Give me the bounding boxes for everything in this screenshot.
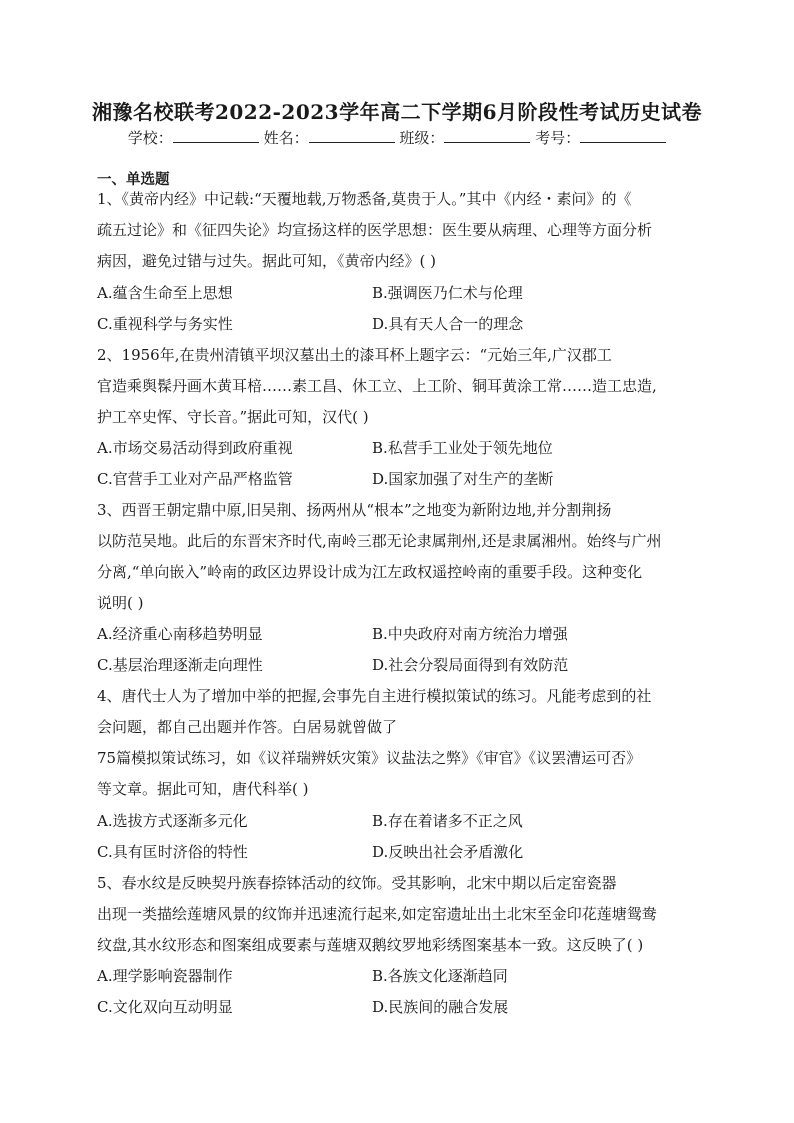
name-label: 姓名： [263, 129, 309, 147]
question-5-option-d: D.民族间的融合发展 [372, 998, 509, 1016]
question-3-line-2: 以防范吴地。此后的东晋宋齐时代,南岭三郡无论隶属荆州,还是隶属湘州。始终与广州 [97, 532, 662, 550]
question-3-line-3: 分离,“单向嵌入”岭南的政区边界设计成为江左政权遥控岭南的重要手段。这种变化 [97, 563, 643, 581]
question-2-line-2: 官造乘舆髹丹画木黄耳棓……素工昌、休工立、上工阶、铜耳黄涂工常……造工忠造, [97, 377, 657, 395]
question-1-option-d: D.具有天人合一的理念 [372, 315, 524, 333]
question-1-line-2: 疏五过论》和《征四失论》均宣扬这样的医学思想：医生要从病理、心理等方面分析 [97, 221, 653, 239]
question-1-option-c: C.重视科学与务实性 [97, 315, 233, 333]
question-1-option-b: B.强调医乃仁术与伦理 [372, 284, 523, 302]
question-4-option-b: B.存在着诸多不正之风 [372, 812, 523, 830]
question-3-line-1: 3、西晋王朝定鼎中原,旧吴荆、扬两州从“根本”之地变为新附边地,并分割荆扬 [97, 501, 612, 519]
question-4-line-4: 等文章。据此可知，唐代科举( ) [97, 780, 309, 798]
question-2-option-c: C.官营手工业对产品严格监管 [97, 470, 293, 488]
question-4-option-a: A.选拔方式逐渐多元化 [97, 812, 248, 830]
question-1-option-a: A.蕴含生命至上思想 [97, 284, 233, 302]
question-5-line-3: 纹盘,其水纹形态和图案组成要素与莲塘双鹅纹罗地彩绣图案基本一致。这反映了( ) [97, 936, 644, 954]
question-1-line-3: 病因，避免过错与过失。据此可知，《黄帝内经》( ) [97, 252, 436, 270]
question-3-line-4: 说明( ) [97, 594, 144, 612]
question-4-line-1: 4、唐代士人为了增加中举的把握,会事先自主进行模拟策试的练习。凡能考虑到的社 [97, 687, 652, 705]
class-label: 班级： [399, 129, 445, 147]
question-2-line-3: 护工卒史恽、守长音。”据此可知，汉代( ) [97, 408, 369, 426]
question-4-option-c: C.具有匡时济俗的特性 [97, 843, 248, 861]
name-blank [309, 128, 395, 143]
exam-number-blank [580, 128, 666, 143]
question-4-option-d: D.反映出社会矛盾激化 [372, 843, 524, 861]
school-label: 学校： [127, 129, 173, 147]
school-blank [173, 128, 259, 143]
question-2-line-1: 2、1956年,在贵州清镇平坝汉墓出土的漆耳杯上题字云：“元始三年,广汉郡工 [97, 346, 612, 364]
question-5-option-b: B.各族文化逐渐趋同 [372, 967, 508, 985]
exam-number-label: 考号： [535, 129, 581, 147]
question-4-line-2: 会问题，都自己出题并作答。白居易就曾做了 [97, 718, 398, 736]
question-5-line-1: 5、春水纹是反映契丹族春捺钵活动的纹饰。受其影响，北宋中期以后定窑瓷器 [97, 874, 617, 892]
question-2-option-a: A.市场交易活动得到政府重视 [97, 439, 293, 457]
question-2-option-b: B.私营手工业处于领先地位 [372, 439, 553, 457]
question-5-option-c: C.文化双向互动明显 [97, 998, 233, 1016]
student-info-row [0, 127, 794, 148]
question-5-line-2: 出现一类描绘莲塘风景的纹饰并迅速流行起来,如定窑遗址出土北宋至金印花莲塘鸳鸯 [97, 905, 657, 923]
exam-title: 湘豫名校联考2022-2023学年高二下学期6月阶段性考试历史试卷 [91, 100, 703, 124]
question-3-option-d: D.社会分裂局面得到有效防范 [372, 656, 569, 674]
question-1-line-1: 1、《黄帝内经》中记载:“天覆地载,万物悉备,莫贵于人。”其中《内经・素问》的《 [97, 190, 632, 208]
question-2-option-d: D.国家加强了对生产的垄断 [372, 470, 554, 488]
question-3-option-a: A.经济重心南移趋势明显 [97, 625, 263, 643]
question-3-option-b: B.中央政府对南方统治力增强 [372, 625, 568, 643]
question-5-option-a: A.理学影响瓷器制作 [97, 967, 233, 985]
section-heading: 一、单选题 [97, 171, 170, 188]
question-4-line-3: 75篇模拟策试练习，如《议祥瑞辨妖灾策》议盐法之弊》《审官》《议罢漕运可否》 [97, 749, 642, 767]
class-blank [444, 128, 530, 143]
question-3-option-c: C.基层治理逐渐走向理性 [97, 656, 263, 674]
